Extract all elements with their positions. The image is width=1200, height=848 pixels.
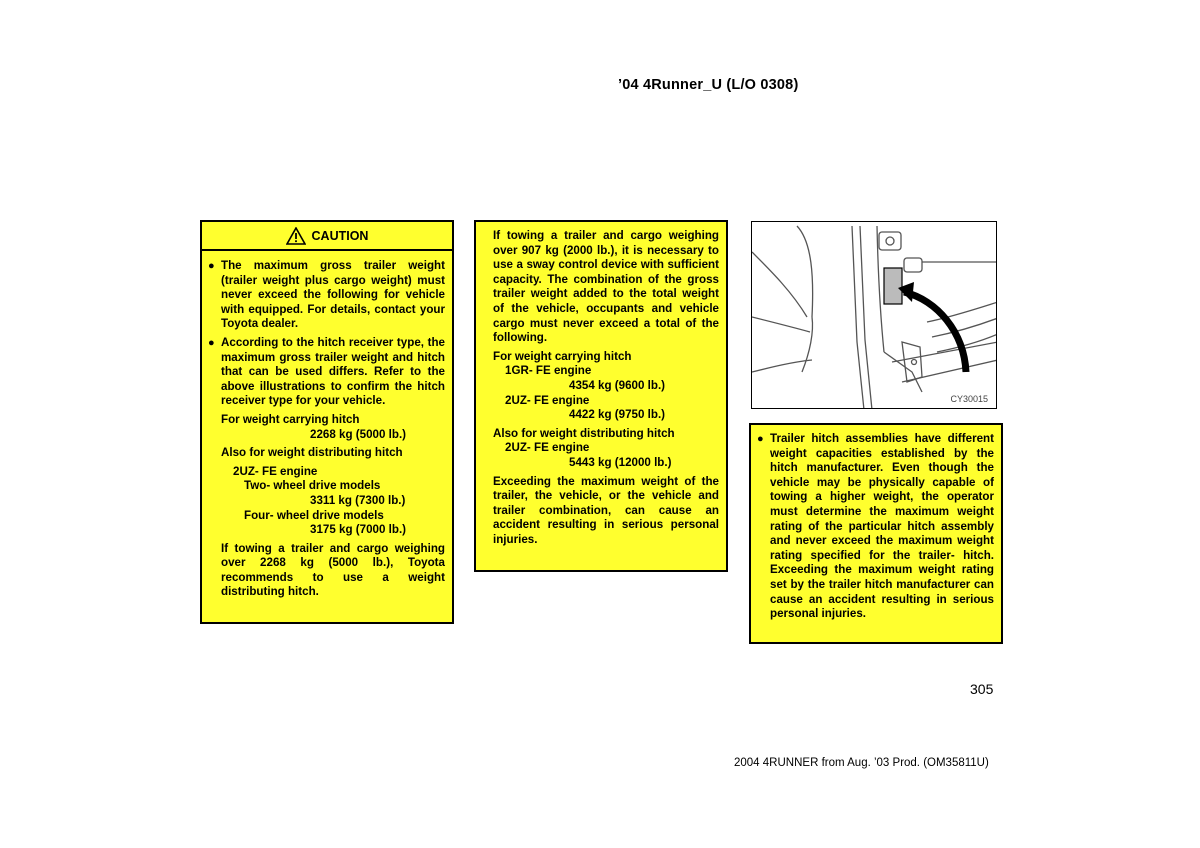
towing-note: If towing a trailer and cargo weighing over 2268 kg (5000 lb.), Toyota recommends to use a weight distributing hitch. [221, 541, 445, 599]
weight-distributing-label: Also for weight distributing hitch [221, 446, 403, 460]
weight-carrying-label: For weight carrying hitch [221, 412, 360, 426]
bullet-icon: ● [208, 336, 215, 349]
sway-control-box [474, 220, 728, 572]
two-wheel-value: 3311 kg (7300 lb.) [310, 493, 406, 507]
engine-1gr-value: 4354 kg (9600 lb.) [569, 378, 666, 392]
caution-heading [202, 222, 452, 251]
two-wheel-label: Two- wheel drive models [244, 479, 381, 493]
weight-carrying-value: 2268 kg (5000 lb.) [310, 427, 407, 441]
engine-label: 2UZ- FE engine [233, 464, 318, 478]
bullet-icon: ● [757, 433, 764, 445]
page-header-title: ’04 4Runner_U (L/O 0308) [618, 77, 799, 93]
bullet-icon: ● [208, 260, 215, 272]
engine-2uz-dist-label: 2UZ- FE engine [505, 441, 590, 455]
page-footer: 2004 4RUNNER from Aug. ’03 Prod. (OM35811U) [734, 757, 989, 769]
exceeding-warning: Exceeding the maximum weight of the trailer, the vehicle, or the vehicle and trailer combination, can cause an accident resulting in serious personal injuries. [493, 474, 719, 546]
hitch-assembly-box [749, 423, 1003, 644]
door-pillar-drawing [752, 222, 997, 409]
engine-2uz-dist-value: 5443 kg (12000 lb.) [569, 455, 672, 469]
caution-bullet-2: According to the hitch receiver type, the maximum gross trailer weight and hitch that can be used differs. Refer to the above illustrations to confirm the hitch receiver type for your vehicle. [221, 335, 445, 408]
weight-carrying-label: For weight carrying hitch [493, 349, 632, 363]
four-wheel-value: 3175 kg (7000 lb.) [310, 523, 407, 537]
list-item [208, 336, 445, 409]
hitch-assembly-note: Trailer hitch assemblies have different weight capacities established by the hitch manufacturer. Even though the vehicle may be physically capable of towing a higher weight, the operator must determine the maximum weight rating of the particular hitch assembly and never exceed the maximum weight rating specified for the trailer- hitch. Exceeding the maximum weight rating set by the trailer hitch manufacturer can cause an accident resulting in serious personal injuries. [770, 432, 994, 621]
weight-distributing-label: Also for weight distributing hitch [493, 426, 675, 440]
sway-intro: If towing a trailer and cargo weighing over 907 kg (2000 lb.), it is necessary to use a sway control device with sufficient capacity. The combination of the gross trailer weight added to the total weight of the vehicle, occupants and vehicle cargo must never exceed a total of the following. [493, 229, 719, 345]
four-wheel-label: Four- wheel drive models [244, 508, 384, 522]
page-number: 305 [970, 681, 994, 697]
caution-label: CAUTION [311, 228, 369, 243]
warning-triangle-icon [286, 227, 306, 245]
caution-bullet-1: The maximum gross trailer weight (trailer weight plus cargo weight) must never exceed the following for vehicle with equipped. For details, contact your Toyota dealer. [221, 259, 445, 331]
engine-2uz-value: 4422 kg (9750 lb.) [569, 408, 666, 422]
hitch-label-illustration [751, 221, 997, 409]
engine-2uz-label: 2UZ- FE engine [505, 393, 590, 407]
list-item [208, 259, 445, 332]
list-item [757, 432, 994, 622]
figure-code: CY30015 [950, 394, 988, 404]
engine-1gr-label: 1GR- FE engine [505, 364, 592, 378]
caution-box [200, 220, 454, 624]
